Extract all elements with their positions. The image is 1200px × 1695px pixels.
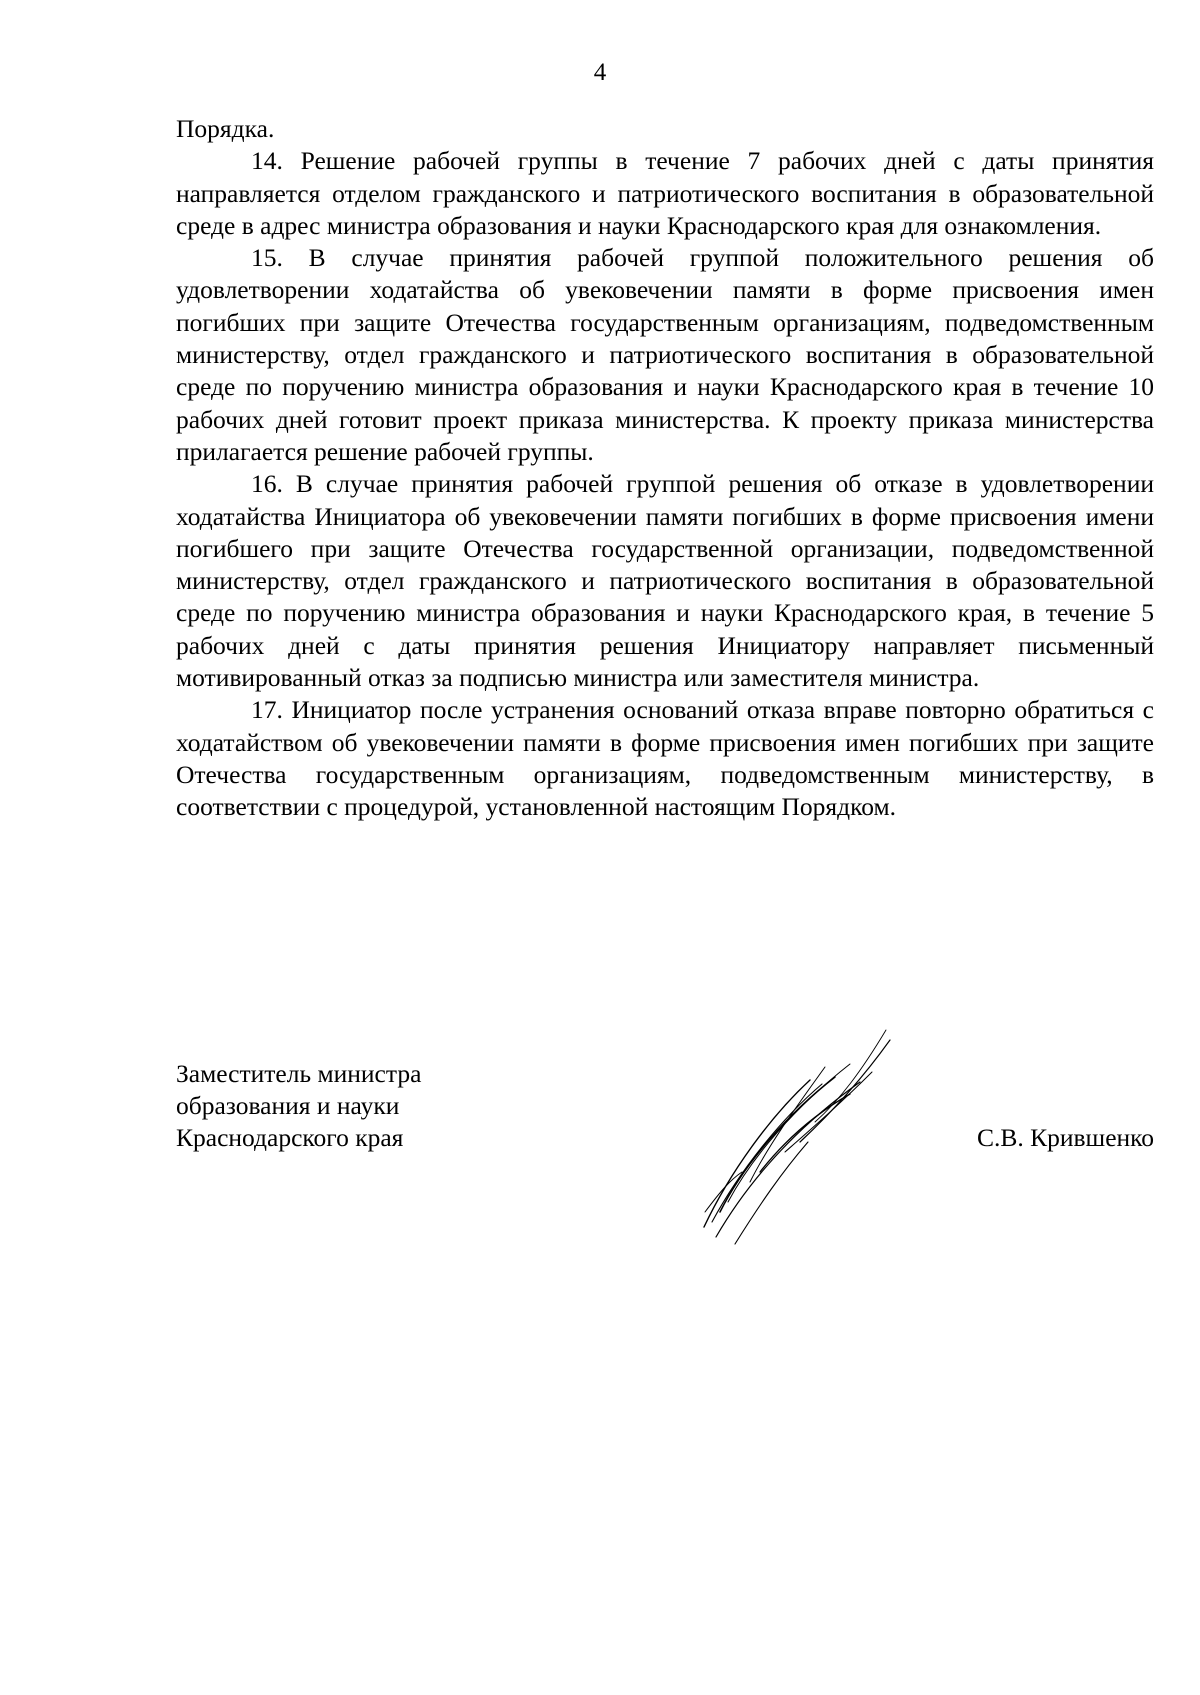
signature-block: [176, 1058, 1154, 1154]
document-body: [176, 113, 1154, 824]
signer-title-line: образования и науки: [176, 1091, 400, 1120]
signer-title-line: Заместитель министра: [176, 1059, 422, 1088]
continuation-text: Порядка.: [176, 114, 275, 143]
paragraph-15: 15. В случае принятия рабочей группой положительного решения об удовлетворении ходатайства об увековечении памяти в форме присвоения имен погибших при защите Отечества государственным организациям, подведомственным министерству, отдел гражданского и патриотического воспитания в образовательной среде по поручению министра образования и науки Краснодарского края в течение 10 рабочих дней готовит проект приказа министерства. К проекту приказа министерства прилагается решение рабочей группы.: [176, 243, 1154, 466]
signer-title-line: Краснодарского края: [176, 1123, 404, 1152]
paragraph-17: 17. Инициатор после устранения оснований отказа вправе повторно обратиться с ходатайством об увековечении памяти в форме присвоения имен погибших при защите Отечества государственным организациям, подведомственным министерству, в соответствии с процедурой, установленной настоящим Порядком.: [176, 695, 1154, 822]
page-number: 4: [593, 59, 607, 86]
handwritten-signature: [690, 1022, 930, 1247]
paragraph-14: 14. Решение рабочей группы в течение 7 рабочих дней с даты принятия направляется отделом гражданского и патриотического воспитания в образовательной среде в адрес министра образования и науки Краснодарского края для ознакомления.: [176, 146, 1154, 240]
signer-name: С.В. Крившенко: [976, 1123, 1154, 1152]
paragraph-16: 16. В случае принятия рабочей группой решения об отказе в удовлетворении ходатайства Инициатора об увековечении памяти погибших в форме присвоения имени погибшего при защите Отечества государственной организации, подведомственной министерству, отдел гражданского и патриотического воспитания в образовательной среде по поручению министра образования и науки Краснодарского края, в течение 5 рабочих дней с даты принятия решения Инициатору направляет письменный мотивированный отказ за подписью министра или заместителя министра.: [176, 469, 1154, 693]
